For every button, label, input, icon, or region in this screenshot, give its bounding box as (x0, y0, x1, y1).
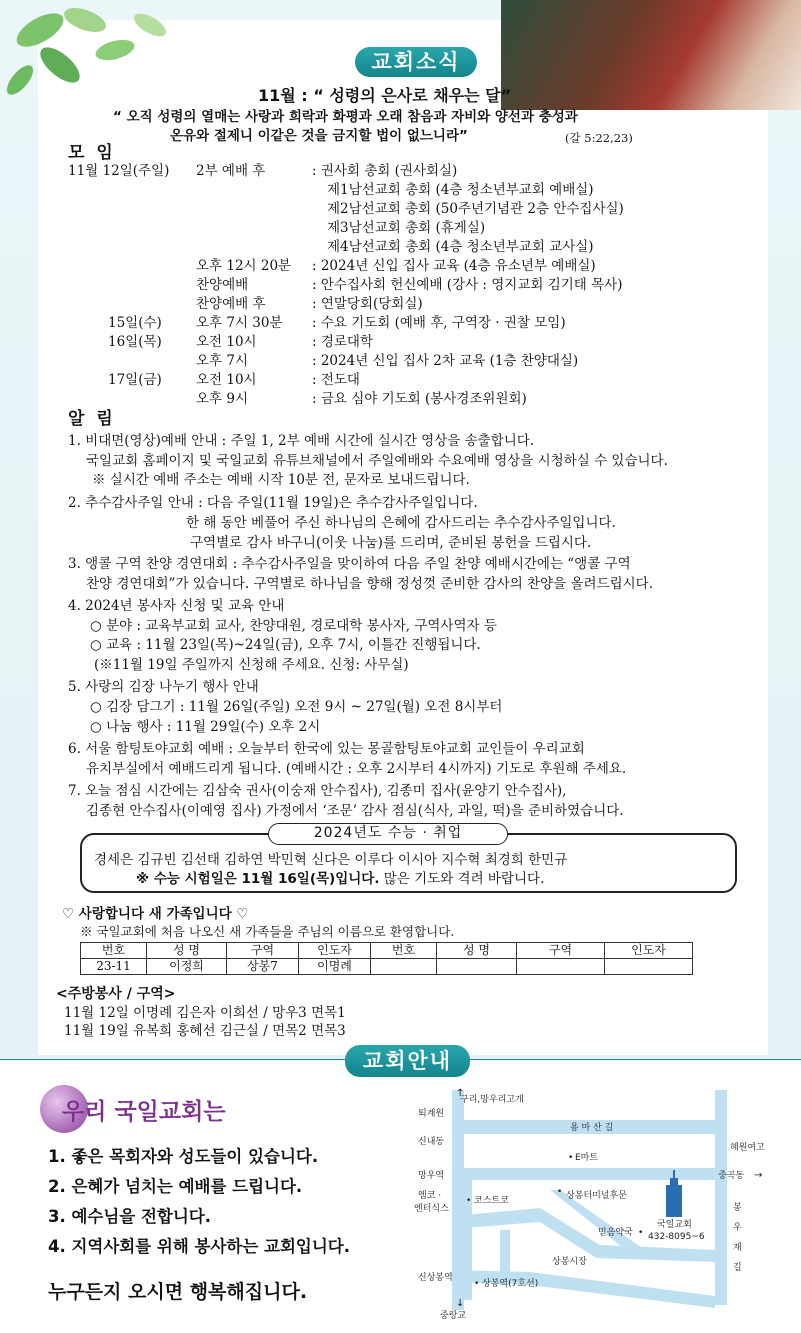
guide-item: 3. 예수님을 전합니다. (48, 1207, 212, 1226)
guide-item: 4. 지역사회를 위해 봉사하는 교회입니다. (48, 1237, 351, 1256)
leaves-decoration (0, 0, 240, 110)
meeting-time: 오후 9시 (196, 391, 249, 407)
notice-line: 3. 앵콜 구역 찬양 경연대회 : 추수감사주일을 맞이하여 다음 주일 찬양 예배시간에는 “앵콜 구역 (68, 556, 631, 572)
map-label-sinsangbong: 신상봉역 (418, 1273, 453, 1283)
notice-line: 7. 오늘 점심 시간에는 김삼숙 권사(이숭재 안수집사), 김종미 집사(윤양기 안수집사), (68, 783, 567, 799)
christmas-photo (501, 0, 801, 110)
new-family-heading: ♡ 사랑합니다 새 가족입니다 ♡ (62, 906, 249, 922)
notice-line: ○ 분야 : 교육부교회 교사, 찬양대원, 경로대학 봉사자, 구역사역자 등 (90, 618, 497, 634)
guide-item: 2. 은혜가 넘치는 예배를 드립니다. (48, 1177, 303, 1196)
map-label-junggok: 중곡동 (718, 1171, 745, 1181)
map-label-bongu-3: 재 (733, 1243, 742, 1253)
table-header-cell: 성 명 (437, 943, 517, 959)
verse-line-2: 온유와 절제니 이같은 것을 금지할 법이 없느니라” (170, 128, 468, 144)
meeting-desc: 제1남선교회 총회 (4층 청소년부교회 예배실) (327, 182, 594, 198)
map-label-bongu-1: 봉 (733, 1203, 742, 1213)
map-label-costco: 코스트코 (474, 1196, 509, 1206)
map-label-market: 상봉시장 (552, 1257, 587, 1267)
notice-line: 한 해 동안 베풀어 주신 하나님의 은혜에 감사드리는 추수감사주일입니다. (186, 515, 616, 531)
map-label-mangu: 망우역 (418, 1171, 445, 1181)
map-label-mideum: 믿음약국 (598, 1228, 633, 1238)
notice-line: 찬양 경연대회”가 있습니다. 구역별로 하나님을 향해 정성껏 준비한 감사의 찬양을 올려드립시다. (86, 576, 653, 592)
map-dot-icon: • (474, 1279, 480, 1289)
church-heading (40, 1085, 270, 1133)
map-dot-icon: • (568, 1153, 574, 1163)
map-label-phone: 432-8095~6 (648, 1232, 705, 1242)
news-title: 교회소식 (355, 47, 477, 77)
table-header-cell: 구역 (227, 943, 299, 959)
map-label-yongmasan: 용 마 산 길 (570, 1123, 614, 1133)
table-row (81, 959, 693, 975)
table-header-cell: 인도자 (299, 943, 371, 959)
map-dot-icon: • (557, 1187, 563, 1197)
table-cell: 상봉7 (227, 959, 299, 975)
map-label-sangbong-station: 상봉역(7호선) (482, 1279, 539, 1289)
notice-line: 구역별로 감사 바구니(이웃 나눔)를 드리며, 준비된 봉헌을 드립시다. (190, 535, 592, 551)
notice-line: ※ 실시간 예배 주소는 예배 시작 10분 전, 문자로 보내드립니다. (92, 472, 470, 488)
meeting-desc: : 안수집사회 헌신예배 (강사 : 영지교회 김기태 목사) (312, 277, 623, 293)
meeting-time: 오후 7시 (196, 353, 249, 369)
guide-title: 교회안내 (345, 1045, 470, 1077)
table-cell (371, 959, 437, 975)
meeting-time: 오전 10시 (196, 334, 257, 350)
kitchen-heading: <주방봉사 / 구역> (56, 986, 176, 1002)
verse-line-1: “ 오직 성령의 열매는 사랑과 희락과 화평과 오래 참음과 자비와 양선과 충성과 (113, 109, 578, 125)
notice-line: ○ 나눔 행사 : 11월 29일(수) 오후 2시 (90, 719, 321, 735)
meeting-desc: : 수요 기도회 (예배 후, 구역장 · 권찰 모임) (312, 315, 566, 331)
verse-reference: (갈 5:22,23) (565, 131, 633, 145)
notice-line: 5. 사랑의 김장 나누기 행사 안내 (68, 679, 259, 695)
guide-item: 1. 좋은 목회자와 성도들이 있습니다. (48, 1147, 319, 1166)
meeting-desc: : 금요 심야 기도회 (봉사경조위원회) (312, 391, 527, 407)
month-theme: 11월 : “ 성령의 은사로 채우는 달” (258, 86, 512, 105)
notice-line: 유치부실에서 예배드리게 됩니다. (예배시간 : 오후 2시부터 4시까지) 기도로 후원해 주세요. (86, 761, 627, 777)
map-label-emart: E마트 (575, 1153, 599, 1163)
table-header-cell: 구역 (517, 943, 605, 959)
table-cell: 이정희 (147, 959, 227, 975)
table-cell (517, 959, 605, 975)
table-header-cell: 번호 (371, 943, 437, 959)
notices-heading: 알 림 (68, 409, 116, 429)
new-family-subtitle: ※ 국일교회에 처음 나오신 새 가족들을 주님의 이름으로 환영합니다. (80, 924, 455, 939)
meeting-time: 오후 12시 20분 (196, 258, 292, 274)
table-cell: 이명례 (299, 959, 371, 975)
notice-line: 2. 추수감사주일 안내 : 다음 주일(11월 19일)은 추수감사주일입니다. (68, 495, 478, 511)
meeting-desc: : 경로대학 (312, 334, 374, 350)
down-arrow-icon: ↓ (456, 1298, 465, 1309)
meeting-desc: 제2남선교회 총회 (50주년기념관 2층 안수집사실) (327, 201, 624, 217)
table-cell: 23-11 (81, 959, 147, 975)
meeting-desc: : 권사회 총회 (권사회실) (312, 163, 458, 179)
notice-line: 6. 서울 함팅토야교회 예배 : 오늘부터 한국에 있는 몽골함팅토야교회 교인들이 우리교회 (68, 741, 585, 757)
meeting-desc: : 전도대 (312, 372, 360, 388)
kitchen-line-2: 11월 19일 유복희 홍혜선 김근실 / 면목2 면목3 (64, 1023, 346, 1039)
exam-date-note: ※ 수능 시험일은 11월 16일(목)입니다. (136, 871, 380, 887)
notice-line: 김종현 안수집사(이예영 집사) 가정에서 ‘조문’ 감사 점심(식사, 과일, 떡)을 준비하였습니다. (86, 803, 624, 819)
map-dot-icon: • (638, 1228, 644, 1238)
kitchen-line-1: 11월 12일 이명례 김은자 이희선 / 망우3 면목1 (64, 1005, 346, 1021)
table-header-cell: 인도자 (605, 943, 693, 959)
map-label-top-road: 구리,망우리고개 (460, 1095, 524, 1105)
table-header-row (81, 943, 693, 959)
table-cell (437, 959, 517, 975)
notice-line: ○ 교육 : 11월 23일(목)~24일(금), 오후 7시, 이틀간 진행됩니다. (90, 637, 481, 653)
meeting-desc: : 연말당회(당회실) (312, 296, 423, 312)
meeting-time: 찬양예배 (196, 277, 249, 293)
meetings-heading: 모 임 (68, 143, 116, 163)
map-label-jungnang: 중랑교 (440, 1311, 467, 1320)
meeting-desc: : 2024년 신입 집사 교육 (4층 유소년부 예배실) (312, 258, 596, 274)
meeting-date: 11월 12일(주일) (68, 163, 170, 179)
exam-encouragement: 많은 기도와 격려 바랍니다. (379, 871, 545, 887)
exam-names: 경세은 김규빈 김선태 김하연 박민혁 신다은 이루다 이시아 지수혁 최경희 한민규 (94, 852, 568, 868)
meeting-time: 오후 7시 30분 (196, 315, 283, 331)
map-label-hyewon: 혜원여고 (730, 1143, 765, 1153)
meeting-date: 16일(목) (108, 334, 162, 350)
welcome-slogan: 누구든지 오시면 행복해집니다. (48, 1281, 308, 1303)
table-header-cell: 번호 (81, 943, 147, 959)
meeting-time: 오전 10시 (196, 372, 257, 388)
meeting-desc: : 2024년 신입 집사 2차 교육 (1층 찬양대실) (312, 353, 579, 369)
map-label-entecs: 엔터식스 (414, 1204, 449, 1214)
map-label-sinnae: 신내동 (418, 1137, 445, 1147)
meeting-time: 찬양예배 후 (196, 296, 266, 312)
notice-line: 4. 2024년 봉사자 신청 및 교육 안내 (68, 598, 285, 614)
map-label-emco: 엠코 · (418, 1191, 442, 1201)
notice-line: (※11월 19일 주일까지 신청해 주세요. 신청: 사무실) (94, 657, 409, 673)
exam-note (136, 870, 544, 888)
map-label-toegyewon: 퇴계원 (418, 1109, 445, 1119)
table-cell (605, 959, 693, 975)
right-arrow-icon: → (754, 1170, 763, 1181)
meeting-date: 17일(금) (108, 372, 162, 388)
up-arrow-icon: ↑ (456, 1088, 465, 1099)
exam-title: 2024년도 수능 · 취업 (268, 823, 508, 845)
map-dot-icon: • (466, 1196, 472, 1206)
meeting-desc: 제4남선교회 총회 (4층 청소년부교회 교사실) (327, 239, 594, 255)
meeting-date: 15일(수) (108, 315, 162, 331)
meeting-desc: 제3남선교회 총회 (휴게실) (327, 220, 486, 236)
map-label-bongu-4: 길 (733, 1263, 742, 1273)
church-location-map (400, 1080, 790, 1320)
map-label-bongu-2: 우 (733, 1223, 742, 1233)
new-family-table (80, 942, 693, 975)
notice-line: 국일교회 홈페이지 및 국일교회 유튜브채널에서 주일예배와 수요예배 영상을 시청하실 수 있습니다. (86, 453, 668, 469)
map-label-terminal: 상봉터미널후문 (566, 1191, 627, 1201)
notice-line: 1. 비대면(영상)예배 안내 : 주일 1, 2부 예배 시간에 실시간 영상을 송출합니다. (68, 433, 535, 449)
map-label-church: 국일교회 (657, 1220, 692, 1230)
church-heading-text: 우리 국일교회는 (62, 1099, 226, 1125)
meeting-time: 2부 예배 후 (196, 163, 266, 179)
notice-line: ○ 김장 담그기 : 11월 26일(주일) 오전 9시 ~ 27일(월) 오전 8시부터 (90, 699, 503, 715)
table-header-cell: 성 명 (147, 943, 227, 959)
